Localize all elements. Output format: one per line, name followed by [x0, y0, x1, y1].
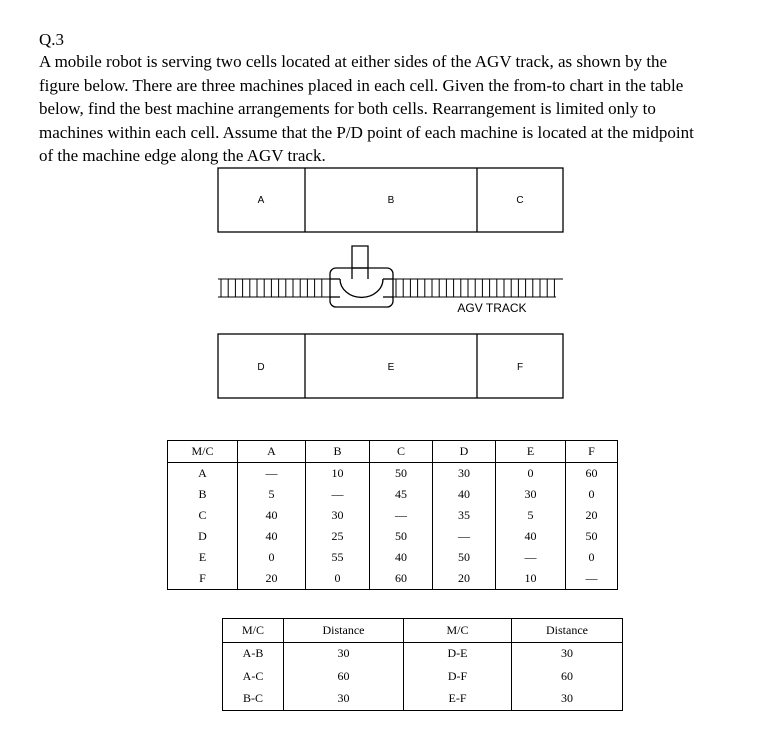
col-header: M/C	[404, 619, 512, 643]
table-row	[168, 547, 618, 568]
track-label: AGV TRACK	[457, 301, 527, 315]
machine-c-label: C	[516, 195, 524, 206]
bottom-cell	[218, 334, 563, 398]
table-row	[223, 642, 623, 665]
table-cell: 0	[238, 547, 306, 568]
table-cell: A-C	[223, 665, 284, 688]
machine-f-label: F	[516, 362, 524, 373]
col-header: E	[496, 441, 566, 463]
table-cell: 60	[566, 463, 618, 485]
col-header: D	[433, 441, 496, 463]
table-cell: 40	[238, 526, 306, 547]
table-row	[168, 526, 618, 547]
col-header: M/C	[223, 619, 284, 643]
table-row	[223, 688, 623, 711]
table-cell: 0	[566, 547, 618, 568]
table-cell: 20	[433, 568, 496, 590]
table-cell: 60	[370, 568, 433, 590]
question-line: machines within each cell. Assume that the P/D point of each machine is located at the midpoint	[39, 122, 694, 142]
from-to-chart	[167, 440, 618, 590]
table-cell: A-B	[223, 642, 284, 665]
table-cell: 55	[306, 547, 370, 568]
col-header: Distance	[512, 619, 623, 643]
table-cell: 30	[433, 463, 496, 485]
table-cell: 50	[433, 547, 496, 568]
chart-corner: M/C	[168, 441, 238, 463]
table-cell: D-F	[404, 665, 512, 688]
row-header: B	[168, 484, 238, 505]
col-header: A	[238, 441, 306, 463]
table-row	[168, 463, 618, 485]
table-cell: 0	[496, 463, 566, 485]
table-cell: 50	[370, 526, 433, 547]
table-cell: 10	[496, 568, 566, 590]
table-cell: 40	[238, 505, 306, 526]
table-row	[168, 484, 618, 505]
table-cell: 5	[496, 505, 566, 526]
question-line: of the machine edge along the AGV track.	[39, 146, 326, 165]
table-cell: 50	[370, 463, 433, 485]
question-line: A mobile robot is serving two cells located at either sides of the AGV track, as shown by the	[39, 52, 668, 71]
table-cell: D-E	[404, 642, 512, 665]
table-row	[223, 665, 623, 688]
col-header: B	[306, 441, 370, 463]
table-cell: 20	[566, 505, 618, 526]
col-header: Distance	[284, 619, 404, 643]
row-header: E	[168, 547, 238, 568]
table-cell: 60	[512, 665, 623, 688]
table-cell: 30	[512, 642, 623, 665]
table-cell: 40	[370, 547, 433, 568]
question-number: Q.3	[39, 30, 65, 49]
table-cell: 0	[306, 568, 370, 590]
table-cell: 30	[512, 688, 623, 711]
question-line: below, find the best machine arrangements for both cells. Rearrangement is limited only to	[39, 99, 656, 118]
distance-table	[222, 618, 623, 711]
table-cell: —	[566, 568, 618, 590]
table-cell: 30	[496, 484, 566, 505]
table-cell: —	[306, 484, 370, 505]
table-cell: 40	[433, 484, 496, 505]
table-cell: 30	[306, 505, 370, 526]
table-cell: 0	[566, 484, 618, 505]
table-cell: 50	[566, 526, 618, 547]
col-header: C	[370, 441, 433, 463]
table-cell: 20	[238, 568, 306, 590]
table-cell: 10	[306, 463, 370, 485]
mobile-robot-icon	[330, 246, 393, 307]
row-header: D	[168, 526, 238, 547]
table-cell: —	[370, 505, 433, 526]
row-header: F	[168, 568, 238, 590]
table-cell: 45	[370, 484, 433, 505]
table-cell: —	[433, 526, 496, 547]
table-cell: 35	[433, 505, 496, 526]
machine-d-label: D	[257, 362, 265, 373]
machine-e-label: E	[387, 362, 395, 373]
table-cell: 5	[238, 484, 306, 505]
question-line: figure below. There are three machines placed in each cell. Given the from-to chart in the table	[39, 75, 684, 95]
table-cell: 60	[284, 665, 404, 688]
row-header: C	[168, 505, 238, 526]
table-cell: 25	[306, 526, 370, 547]
machine-a-label: A	[257, 195, 265, 206]
table-cell: 30	[284, 642, 404, 665]
table-cell: B-C	[223, 688, 284, 711]
distance-header-row	[223, 619, 623, 643]
chart-header-row	[168, 441, 618, 463]
col-header: F	[566, 441, 618, 463]
table-cell: —	[496, 547, 566, 568]
table-cell: E-F	[404, 688, 512, 711]
table-cell: 40	[496, 526, 566, 547]
table-row	[168, 568, 618, 590]
row-header: A	[168, 463, 238, 485]
table-row	[168, 505, 618, 526]
machine-b-label: B	[387, 195, 395, 206]
table-cell: 30	[284, 688, 404, 711]
top-cell	[218, 168, 563, 232]
table-cell: —	[238, 463, 306, 485]
